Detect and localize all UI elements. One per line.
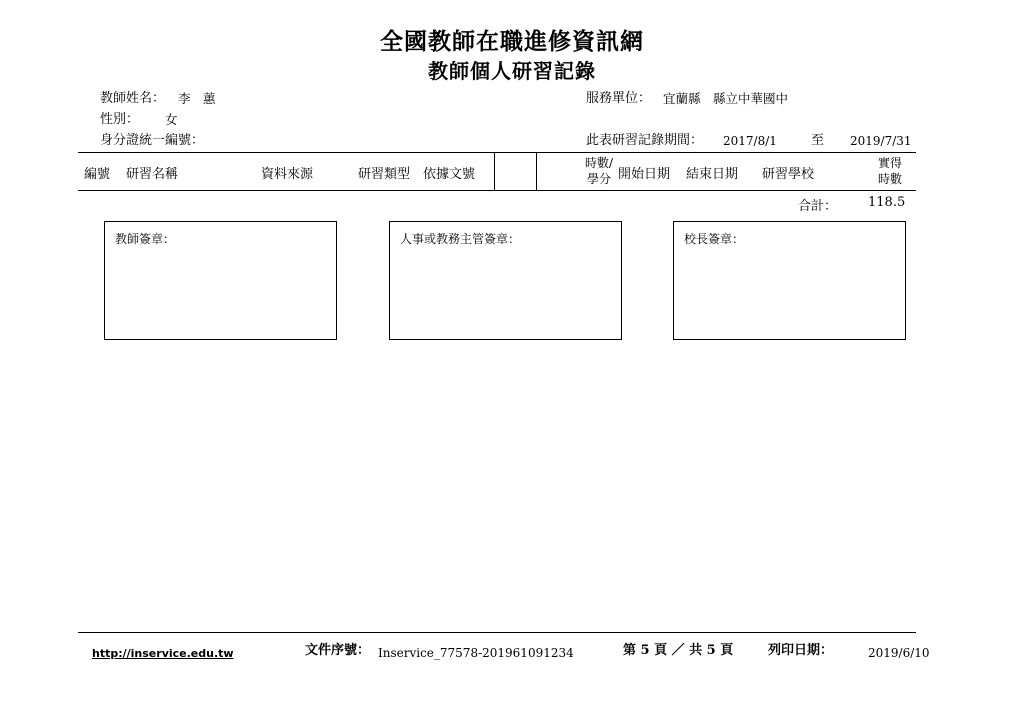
info-row-id [78, 130, 948, 151]
column-header-type: 研習類型 [358, 167, 411, 182]
column-header-actual-line2: 時數 [877, 172, 902, 186]
record-period-separator: 至 [811, 133, 825, 148]
document-serial-label: 文件序號： [305, 643, 371, 658]
record-period-end: 2019/7/31 [850, 134, 912, 148]
column-header-hours-line1: 時數/ [584, 156, 614, 170]
column-header-hours-line2: 學分 [586, 172, 611, 186]
column-header-hours [578, 155, 620, 187]
teacher-info-block [78, 88, 948, 151]
table-header-row [78, 153, 916, 190]
signature-label-principal: 校長簽章： [684, 232, 745, 246]
title-sub: 教師個人研習記錄 [428, 59, 596, 83]
print-date-value: 2019/6/10 [868, 646, 930, 660]
title-main: 全國教師在職進修資訊網 [380, 28, 644, 55]
column-header-no: 編號 [84, 167, 111, 182]
info-row-name [78, 88, 948, 109]
teacher-name-value: 李 蕙 [178, 91, 216, 106]
teacher-name-label: 教師姓名： [100, 91, 166, 106]
column-header-actual-line1: 實得 [877, 156, 902, 170]
table-bottom-rule [78, 190, 916, 191]
document-serial-value: Inservice_77578-201961091234 [378, 646, 574, 660]
signature-box-principal [673, 221, 906, 340]
service-unit-label: 服務單位： [586, 91, 652, 106]
column-header-course-name: 研習名稱 [126, 167, 179, 182]
signature-label-supervisor: 人事或教務主管簽章： [400, 232, 521, 246]
record-period-start: 2017/8/1 [723, 134, 777, 148]
inservice-website-link[interactable]: http://inservice.edu.tw [92, 647, 234, 660]
signature-label-teacher: 教師簽章： [115, 232, 176, 246]
footer-rule [78, 632, 916, 633]
national-id-label: 身分證統一編號： [100, 133, 205, 148]
column-header-end-date: 結束日期 [686, 167, 739, 182]
page-footer [78, 640, 938, 664]
column-header-actual-hours [868, 155, 912, 187]
signature-box-supervisor [389, 221, 622, 340]
column-header-source: 資料來源 [261, 167, 314, 182]
signature-box-teacher [104, 221, 337, 340]
column-header-school: 研習學校 [762, 167, 815, 182]
total-value: 118.5 [868, 195, 906, 210]
print-date-label: 列印日期： [768, 643, 834, 658]
table-total-row [78, 195, 916, 213]
info-row-sex [78, 109, 948, 130]
service-unit-value: 宜蘭縣 縣立中華國中 [663, 91, 789, 106]
page-title [0, 28, 1024, 84]
sex-value: 女 [165, 112, 178, 127]
total-label: 合計： [798, 199, 838, 214]
record-period-label: 此表研習記錄期間： [586, 133, 704, 148]
column-header-doc-no: 依據文號 [423, 167, 476, 182]
sex-label: 性別： [100, 112, 140, 127]
page-number-text: 第 5 頁 ／ 共 5 頁 [623, 643, 734, 658]
column-header-start-date: 開始日期 [618, 167, 671, 182]
